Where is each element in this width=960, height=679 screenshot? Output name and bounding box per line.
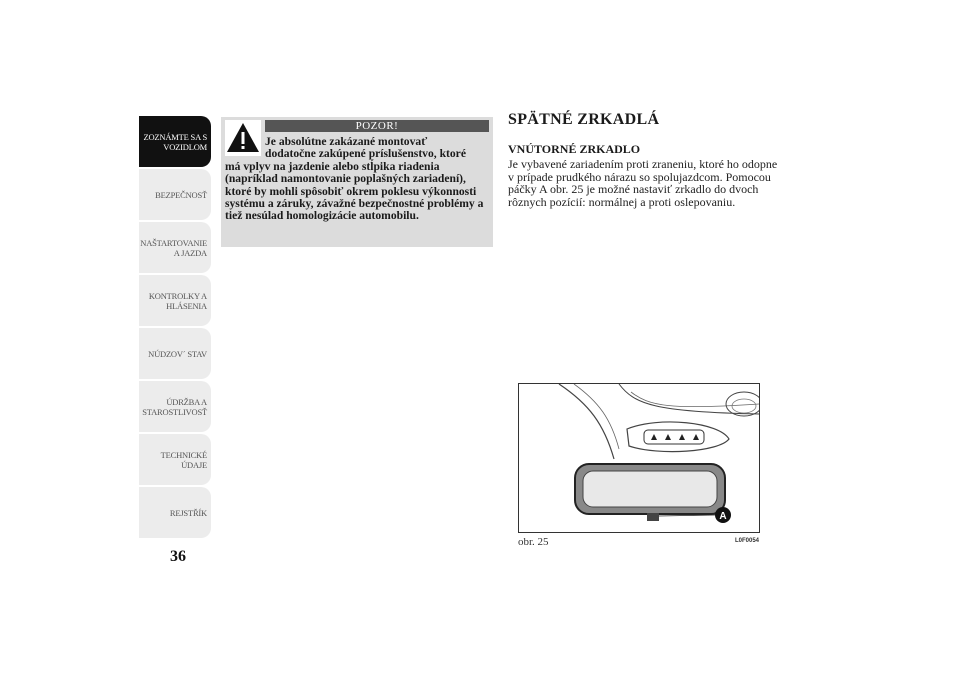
tab-bezpecnost[interactable]: BEZPEČNOSŤ: [139, 169, 211, 220]
page-number: 36: [170, 548, 186, 565]
tab-zoznamte-sa-s-vozidlom[interactable]: ZOZNÁMTE SA S VOZIDLOM: [139, 116, 211, 167]
tab-rejstrik[interactable]: REJSTŘÍK: [139, 487, 211, 538]
section-title: SPÄTNÉ ZRKADLÁ: [508, 111, 660, 128]
warning-first-line: Je absolútne zakázané montovať: [265, 135, 428, 148]
tab-technicke-udaje[interactable]: TECHNICKÉ ÚDAJE: [139, 434, 211, 485]
warning-rest: má vplyv na jazdenie alebo stĺpika riadenia (napríklad namontovanie poplašných zariadení), ktoré by mohli spôsobiť okrem poklesu výkonnosti systému a záruky, závažné bezpečnostné problémy a tiež nesúlad homologizácie automobilu.: [225, 159, 484, 223]
mirror-illustration: [519, 384, 759, 532]
tab-nastartovanie-a-jazda[interactable]: NAŠTARTOVANIE A JAZDA: [139, 222, 211, 273]
warning-header: POZOR!: [265, 120, 489, 132]
callout-a-label: A: [719, 511, 727, 522]
section-body: Je vybavené zariadením proti zraneniu, ktoré ho odopne v prípade prudkého nárazu so spolujazdcom. Pomocou páčky A obr. 25 je možné nastaviť zrkadlo do dvoch rôznych pozícií: normálnej a proti oslepovaniu.: [508, 157, 778, 209]
figure-code: L0F0054: [735, 538, 760, 544]
chapter-tabs: [139, 116, 211, 540]
warning-text: [225, 136, 490, 223]
warning-second-line: dodatočne zakúpené príslušenstvo, ktoré: [265, 147, 466, 161]
figure-rearview-mirror: [518, 383, 760, 533]
tab-kontrolky-a-hlasenia[interactable]: KONTROLKY A HLÁSENIA: [139, 275, 211, 326]
tab-nudzovy-stav[interactable]: NÚDZOV´ STAV: [139, 328, 211, 379]
tab-udrzba-a-starostlivost[interactable]: ÚDRŽBA A STAROSTLIVOSŤ: [139, 381, 211, 432]
warning-box: [221, 117, 493, 247]
console-buttons: [651, 434, 699, 440]
section-subtitle: VNÚTORNÉ ZRKADLO: [508, 142, 641, 156]
figure-caption: obr. 25: [518, 536, 549, 548]
